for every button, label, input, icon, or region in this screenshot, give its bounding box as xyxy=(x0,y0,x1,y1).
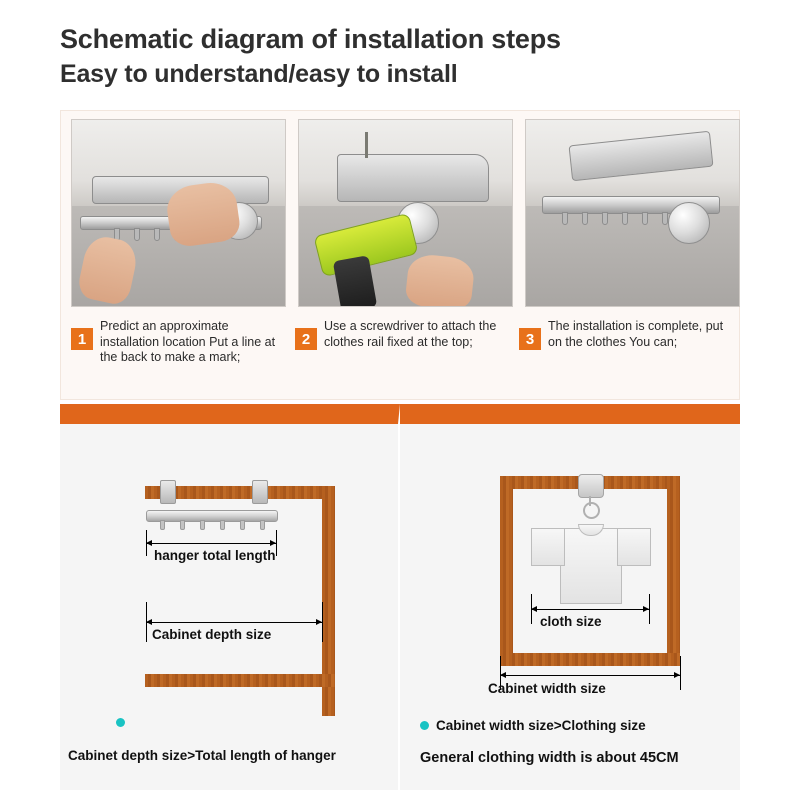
step-number-badge: 2 xyxy=(295,328,317,350)
hanger-rail-bar xyxy=(146,510,278,522)
cabinet-width-diagram xyxy=(400,444,740,712)
step-captions xyxy=(71,319,731,366)
rail-hook xyxy=(160,520,165,530)
tshirt-sleeve-right xyxy=(617,528,651,566)
measure-tick xyxy=(680,656,681,690)
cabinet-bottom-board xyxy=(145,674,335,687)
cabinet-right-board xyxy=(667,476,680,666)
cabinet-depth-note-text: Cabinet depth size>Total length of hanger xyxy=(68,748,336,763)
step-number-badge: 1 xyxy=(71,328,93,350)
rail-hook xyxy=(602,212,608,225)
hanger-hook-icon xyxy=(583,502,600,519)
cabinet-width-note-1 xyxy=(420,718,646,733)
cabinet-width-label: Cabinet width size xyxy=(488,681,606,696)
bullet-icon xyxy=(420,721,429,730)
hanger-length-arrow xyxy=(146,543,276,544)
rail-hook xyxy=(582,212,588,225)
tshirt-body xyxy=(560,528,622,604)
measure-tick xyxy=(649,594,650,624)
rail-hook xyxy=(240,520,245,530)
step-number-badge: 3 xyxy=(519,328,541,350)
step-caption-text: The installation is complete, put on the clothes You can; xyxy=(548,319,724,349)
rail-knob xyxy=(668,202,710,244)
cabinet-left-board xyxy=(500,476,513,666)
step-caption-1 xyxy=(71,319,283,366)
cabinet-depth-arrow xyxy=(146,622,322,623)
cloth-size-label: cloth size xyxy=(540,614,602,629)
rail-clip xyxy=(160,480,176,504)
title-line-1: Schematic diagram of installation steps xyxy=(60,24,561,54)
rail-hook xyxy=(562,212,568,225)
cabinet-depth-panel xyxy=(60,404,400,790)
cabinet-depth-note-text-row xyxy=(68,748,400,763)
step-caption-3 xyxy=(519,319,731,366)
cabinet-width-panel xyxy=(400,404,740,790)
rail-hook xyxy=(154,228,160,241)
rail-hook xyxy=(260,520,265,530)
hanger-stem xyxy=(589,496,591,506)
step-caption-text: Predict an approximate installation location Put a line at the back to make a mark; xyxy=(100,319,276,364)
rail-hook xyxy=(220,520,225,530)
rail-clip xyxy=(252,480,268,504)
step-3-photo xyxy=(525,119,740,307)
cabinet-width-note-2-text: General clothing width is about 45CM xyxy=(420,750,679,766)
measurement-panels xyxy=(60,404,740,790)
cabinet-width-arrow xyxy=(500,675,680,676)
rail-hook xyxy=(662,212,668,225)
page-title xyxy=(60,22,760,90)
cabinet-depth-note xyxy=(116,718,125,727)
rail-bracket xyxy=(337,154,489,202)
rail-hook xyxy=(134,228,140,241)
hanger-length-label: hanger total length xyxy=(154,548,276,563)
title-line-2: Easy to understand/easy to install xyxy=(60,60,458,88)
screw xyxy=(365,132,368,158)
cabinet-width-note-1-text: Cabinet width size>Clothing size xyxy=(436,718,646,733)
installation-steps-panel xyxy=(60,110,740,400)
step-caption-text: Use a screwdriver to attach the clothes rail fixed at the top; xyxy=(324,319,497,349)
rail-hook xyxy=(642,212,648,225)
rail-hook xyxy=(622,212,628,225)
step-caption-2 xyxy=(295,319,507,366)
rail-hook xyxy=(200,520,205,530)
step-1-photo xyxy=(71,119,286,307)
rail-hook xyxy=(180,520,185,530)
cabinet-width-note-2 xyxy=(420,750,679,766)
step-photos xyxy=(71,119,740,307)
rail-knob xyxy=(578,474,604,498)
cloth-size-arrow xyxy=(531,609,649,610)
cabinet-depth-diagram xyxy=(60,444,398,712)
measure-tick xyxy=(322,602,323,642)
cabinet-depth-label: Cabinet depth size xyxy=(152,627,272,642)
step-2-photo xyxy=(298,119,513,307)
cabinet-bottom-board xyxy=(500,653,680,666)
tshirt-sleeve-left xyxy=(531,528,565,566)
bullet-icon xyxy=(116,718,125,727)
